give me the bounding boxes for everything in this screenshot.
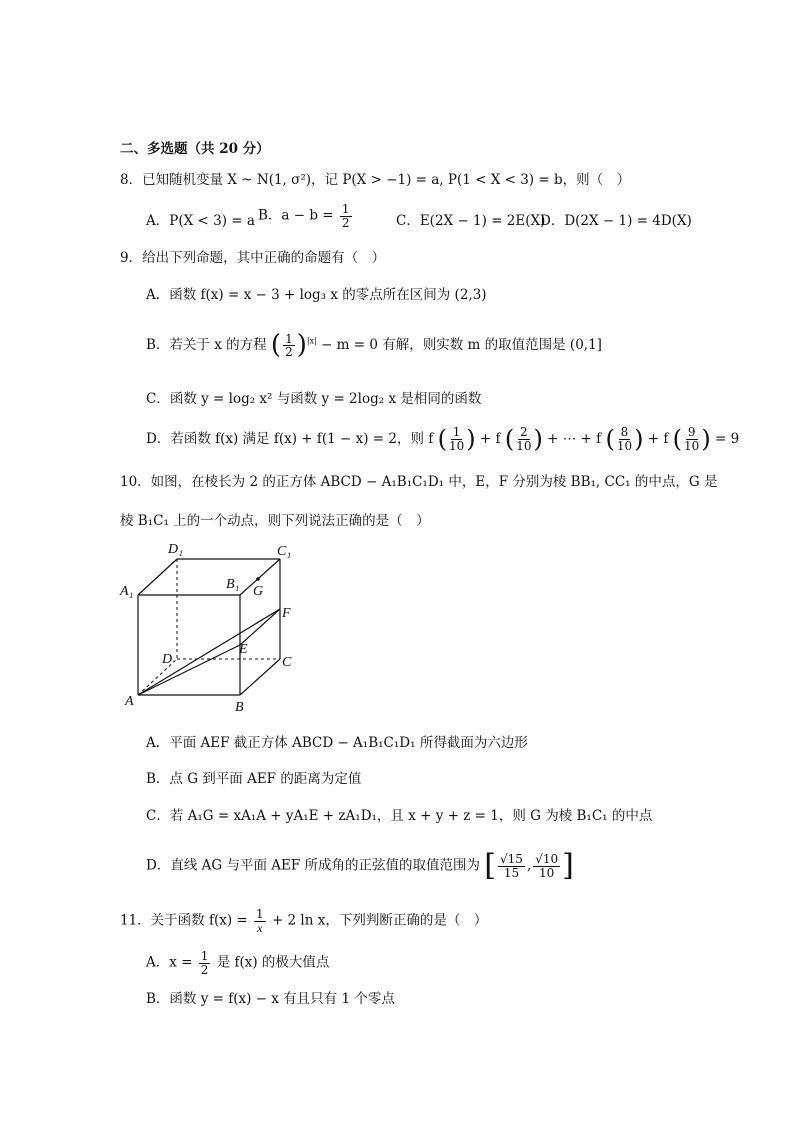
- q9-stem: 9．给出下列命题，其中正确的命题有（ ）: [120, 250, 386, 266]
- q9-frac-9-den: 10: [684, 438, 700, 453]
- q8-option-a: A．P(X < 3) = a: [146, 213, 255, 229]
- q9-plus-2: + f: [647, 430, 669, 447]
- q10-frac-1-den: 15: [503, 865, 520, 880]
- q9-option-b: [146, 330, 602, 361]
- q9-option-b-num: 1: [285, 331, 293, 346]
- segment-af: [138, 609, 280, 695]
- label-b: B: [235, 700, 244, 715]
- edge-a1d1: [138, 559, 177, 595]
- segment-ef: [240, 609, 280, 645]
- q10-option-d: [146, 848, 574, 884]
- q9-frac-9-num: 9: [687, 425, 696, 440]
- q8-option-b-den: 2: [341, 215, 350, 230]
- label-g: G: [253, 584, 264, 599]
- q10-stem-line2: 棱 B₁C₁ 上的一个动点，则下列说法正确的是（ ）: [120, 513, 430, 529]
- label-c: C: [282, 655, 292, 670]
- q9-frac-1: [449, 426, 464, 452]
- q9-option-b-fraction: [283, 333, 295, 359]
- q9-plus-1: + f: [479, 430, 501, 447]
- q10-stem-line1: 10．如图，在棱长为 2 的正方体 ABCD − A₁B₁C₁D₁ 中，E，F 分别为棱 BB₁, CC₁ 的中点，G 是: [120, 474, 718, 490]
- q10-frac-2: [533, 853, 560, 879]
- q8-stem: 8．已知随机变量 X ~ N(1, σ²)，记 P(X > −1) = a, P(1 < X < 3) = b，则（ ）: [120, 172, 631, 188]
- q9-option-d: [146, 425, 739, 454]
- q9-frac-9: [684, 426, 699, 452]
- label-c1: C₁: [277, 544, 292, 559]
- paren-close: ): [466, 425, 476, 453]
- q10-option-b: B．点 G 到平面 AEF 的距离为定值: [146, 771, 362, 787]
- q8-option-b-num: 1: [341, 202, 350, 216]
- q11-option-a: [146, 950, 329, 976]
- paren-open: (: [504, 425, 515, 453]
- q10-option-c: C．若 A₁G = xA₁A + yA₁E + zA₁D₁，且 x + y + z = 1，则 G 为棱 B₁C₁ 的中点: [146, 808, 653, 824]
- cube-figure: [110, 535, 325, 715]
- q11-option-a-rest: 是 f(x) 的极大值点: [216, 954, 330, 971]
- q9-frac-1-den: 10: [448, 438, 465, 453]
- segment-ae: [138, 645, 240, 695]
- point-g: [256, 577, 260, 581]
- q10-option-d-text: D．直线 AG 与平面 AEF 所成角的正弦值的取值范围为: [146, 857, 480, 874]
- q9-dots: + ⋯ + f: [547, 430, 602, 447]
- label-d1: D₁: [168, 542, 183, 557]
- paren-close: ): [701, 425, 711, 453]
- q11-stem-rest: + 2 ln x，下列判断正确的是（ ）: [271, 912, 488, 929]
- paren-close: ): [533, 425, 543, 453]
- paren-open: (: [605, 425, 615, 453]
- q11-stem-num: 1: [256, 907, 264, 921]
- label-b1: B₁: [226, 577, 240, 592]
- paren-close: ): [634, 425, 644, 453]
- q9-option-d-text: D．若函数 f(x) 满足 f(x) + f(1 − x) = 2，则 f: [146, 430, 434, 447]
- q11-option-a-num: 1: [200, 949, 209, 963]
- q8-option-c: C．E(2X − 1) = 2E(X): [396, 213, 546, 229]
- bracket-open: [: [484, 848, 497, 883]
- q11-option-a-den: 2: [200, 962, 209, 977]
- label-a: A: [125, 694, 134, 709]
- q10-frac-2-num: √10: [535, 851, 559, 866]
- label-e: E: [239, 642, 248, 657]
- q10-frac-1: [498, 853, 525, 879]
- q8-option-b: [258, 203, 354, 229]
- q11-option-b: B．函数 y = f(x) − x 有且只有 1 个零点: [146, 991, 395, 1007]
- q8-option-b-text: B．a − b =: [258, 207, 334, 224]
- q9-option-a: A．函数 f(x) = x − 3 + log₃ x 的零点所在区间为 (2,3): [146, 287, 487, 303]
- q11-stem-den: x: [257, 920, 263, 935]
- paren-open: (: [672, 425, 683, 453]
- label-f: F: [282, 606, 291, 621]
- q9-option-b-rest: − m = 0 有解，则实数 m 的取值范围是 (0,1]: [321, 337, 602, 354]
- q11-option-a-fraction: [199, 950, 211, 976]
- q9-frac-1-num: 1: [452, 425, 461, 440]
- q9-frac-2-den: 10: [516, 438, 532, 453]
- q9-frac-8: [617, 426, 632, 452]
- q8-option-d: D．D(2X − 1) = 4D(X): [540, 213, 692, 229]
- q9-frac-2-num: 2: [520, 425, 528, 440]
- q9-option-b-lparen: (: [270, 330, 282, 360]
- q9-frac-8-den: 10: [616, 438, 633, 453]
- label-a1: A₁: [120, 584, 134, 599]
- bracket-close: ]: [562, 848, 574, 883]
- q11-stem-fraction: [254, 908, 266, 934]
- q10-option-a: A．平面 AEF 截正方体 ABCD − A₁B₁C₁D₁ 所得截面为六边形: [146, 735, 528, 751]
- q9-option-b-text: B．若关于 x 的方程: [146, 337, 267, 354]
- comma: ,: [526, 857, 532, 874]
- paren-open: (: [437, 425, 447, 453]
- q9-option-c: C．函数 y = log₂ x² 与函数 y = 2log₂ x 是相同的函数: [146, 391, 482, 407]
- label-d: D: [162, 652, 173, 667]
- q8-option-b-fraction: [340, 203, 352, 229]
- q10-frac-1-num: √15: [500, 851, 523, 866]
- q9-equals: = 9: [715, 430, 740, 447]
- q11-option-a-text: A．x =: [146, 954, 193, 971]
- section-title: 二、多选题（共 20 分）: [120, 141, 270, 157]
- q11-stem: [120, 908, 487, 934]
- q9-frac-8-num: 8: [620, 425, 629, 440]
- q9-option-b-rparen: ): [296, 330, 307, 360]
- q9-option-b-den: 2: [285, 345, 293, 360]
- q9-option-b-exponent: |x|: [306, 336, 317, 346]
- q11-stem-text: 11．关于函数 f(x) =: [120, 912, 248, 929]
- q10-frac-2-den: 10: [539, 865, 555, 880]
- edge-bc: [240, 659, 280, 695]
- q9-frac-2: [516, 426, 531, 452]
